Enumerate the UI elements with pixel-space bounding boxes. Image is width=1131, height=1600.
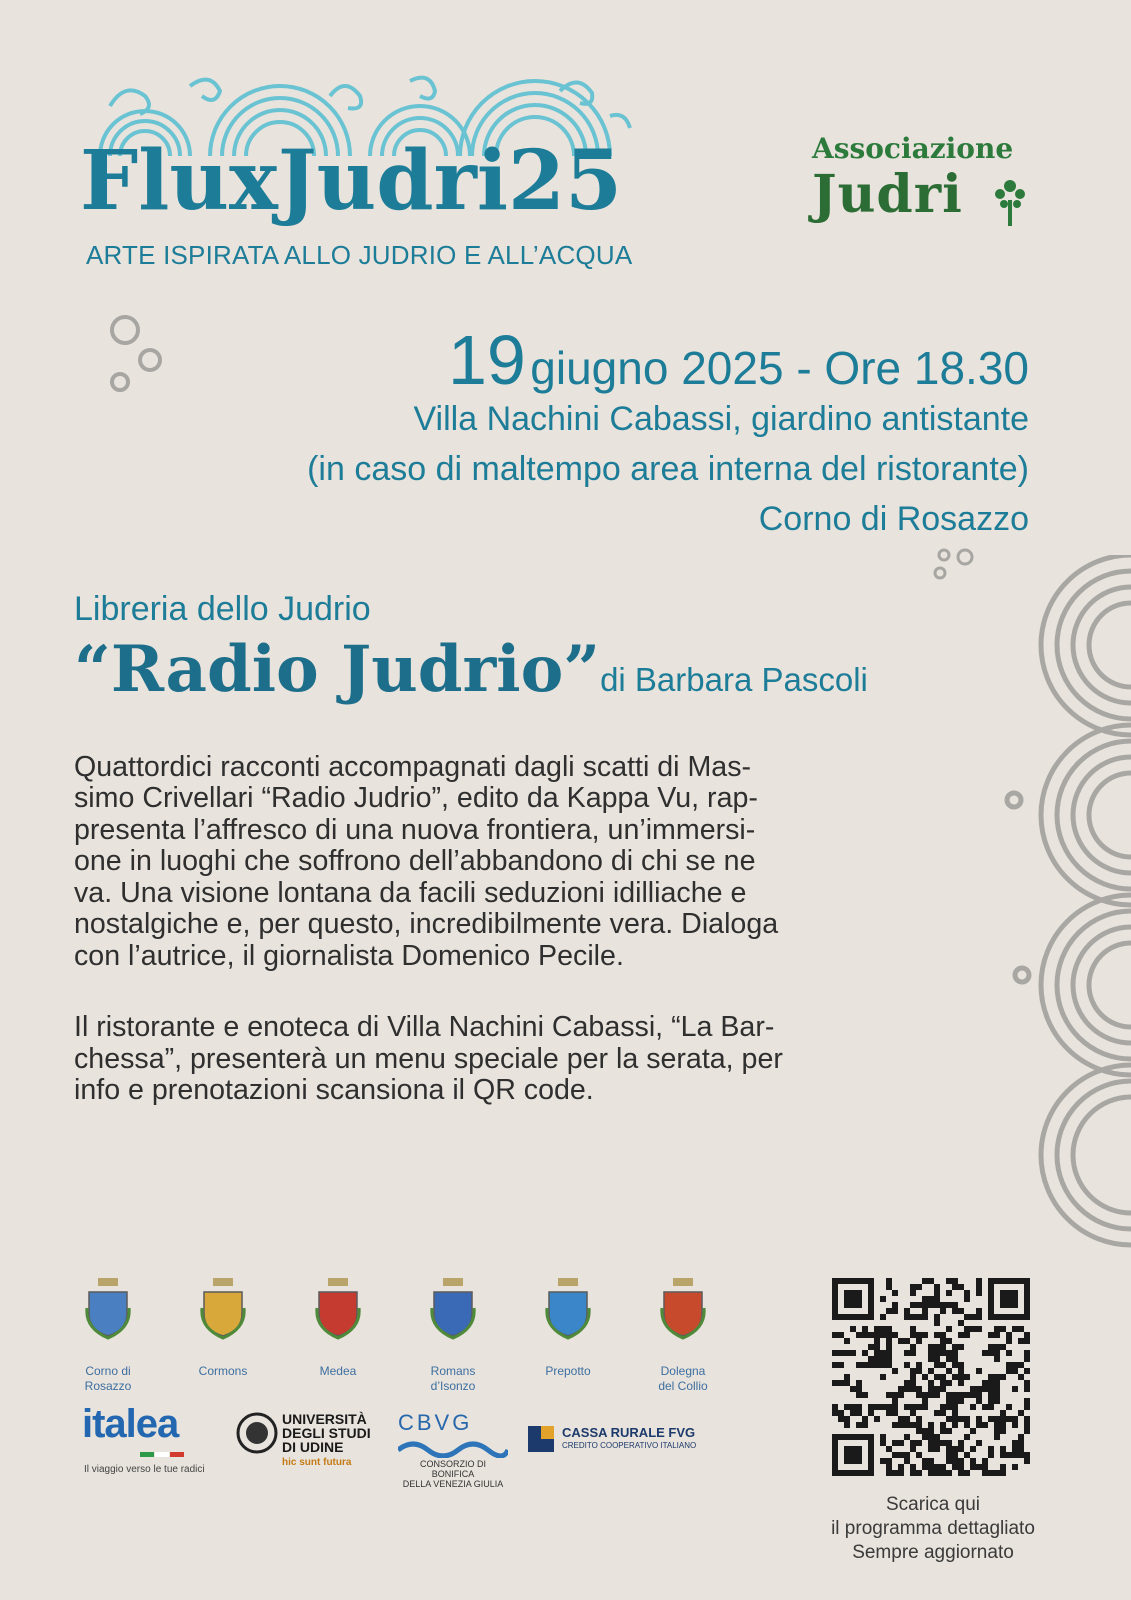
- cassa-rurale-icon: [528, 1426, 554, 1452]
- uni-line-1: UNIVERSITÀ: [282, 1411, 367, 1427]
- crest-icon: [545, 1278, 591, 1340]
- italy-flag-icon: [140, 1452, 184, 1457]
- book-title-line: [74, 632, 868, 707]
- swirl-decoration: [1000, 555, 1131, 1255]
- logo-subtitle: ARTE ISPIRATA ALLO JUDRIO E ALL’ACQUA: [86, 240, 633, 270]
- crest-label: Medea: [319, 1364, 357, 1378]
- uni-line-3: DI UDINE: [282, 1439, 344, 1455]
- book-title: “Radio Judrio”: [74, 632, 601, 707]
- logo-title: FluxJudri25: [80, 133, 623, 229]
- book-author: di Barbara Pascoli: [600, 661, 868, 698]
- crest-label: Cormons: [198, 1364, 248, 1378]
- tree-icon: [990, 172, 1030, 232]
- qr-caption: [788, 1493, 1078, 1564]
- event-day: 19: [447, 321, 526, 399]
- crest-icon: [430, 1278, 476, 1340]
- crest-icon: [85, 1278, 131, 1340]
- bubbles-decoration-right: [930, 545, 980, 585]
- qr-caption-line-2: il programma dettagliato: [831, 1517, 1035, 1539]
- cassa-subtitle: CREDITO COOPERATIVO ITALIANO: [562, 1440, 697, 1450]
- crest-icon: [660, 1278, 706, 1340]
- italea-logo: italea: [82, 1402, 179, 1446]
- cbvg-logo: CBVG: [398, 1410, 473, 1435]
- qr-code[interactable]: [832, 1278, 1030, 1476]
- crest-label: Romans d’Isonzo: [430, 1364, 476, 1393]
- cbvg-line-1: CONSORZIO DI BONIFICA: [419, 1459, 486, 1479]
- cbvg-subtitle: [398, 1460, 508, 1490]
- cbvg-wave-icon: [398, 1436, 508, 1458]
- association-name-top: Associazione: [812, 132, 1014, 165]
- university-logo: [282, 1412, 371, 1454]
- cbvg-line-2: DELLA VENEZIA GIULIA: [402, 1478, 504, 1489]
- qr-caption-line-1: Scarica qui: [886, 1494, 980, 1515]
- crest-icon: [200, 1278, 246, 1340]
- restaurant-paragraph: Il ristorante e enoteca di Villa Nachini Cabassi, “La Bar- chessa”, presenterà un menu speciale per la serata, per info e prenotazioni scansiona il QR code.: [74, 1011, 783, 1107]
- crest-label: Corno di Rosazzo: [84, 1364, 132, 1393]
- university-motto: hic sunt futura: [282, 1457, 352, 1468]
- event-weather-note: (in caso di maltempo area interna del ristorante): [307, 450, 1029, 488]
- association-name-bottom: Judri: [812, 164, 963, 225]
- cassa-rurale-logo: [562, 1425, 696, 1450]
- event-town: Corno di Rosazzo: [758, 500, 1029, 538]
- crest-label: Dolegna del Collio: [658, 1364, 708, 1393]
- body-text: [74, 752, 1034, 1147]
- description-paragraph: Quattordici racconti accompagnati dagli scatti di Mas- simo Crivellari “Radio Judrio”, edito da Kappa Vu, rap- presenta l’affresco di una nuova frontiera, un’immersi- one in luoghi che soffrono dell’abbandono di chi se ne va. Una visione lontana da facili seduzioni idilliache e nostalgiche e, per questo, incredibilmente vera. Dialoga con l’autrice, il giornalista Domenico Pecile.: [74, 751, 779, 972]
- uni-line-2: DEGLI STUDI: [282, 1425, 371, 1441]
- crest-icon: [315, 1278, 361, 1340]
- event-location: Villa Nachini Cabassi, giardino antistante: [413, 400, 1029, 438]
- event-date: [448, 320, 1029, 400]
- cassa-name: CASSA RURALE FVG: [562, 1425, 696, 1440]
- university-seal-icon: [236, 1412, 278, 1454]
- crest-label: Prepotto: [545, 1364, 591, 1378]
- municipality-crests: [58, 1278, 738, 1393]
- qr-caption-line-3: Sempre aggiornato: [852, 1541, 1014, 1563]
- italea-tagline: Il viaggio verso le tue radici: [84, 1464, 205, 1475]
- event-month-time: giugno 2025 - Ore 18.30: [530, 342, 1029, 394]
- bubbles-decoration: [100, 310, 180, 410]
- book-series: Libreria dello Judrio: [74, 590, 371, 628]
